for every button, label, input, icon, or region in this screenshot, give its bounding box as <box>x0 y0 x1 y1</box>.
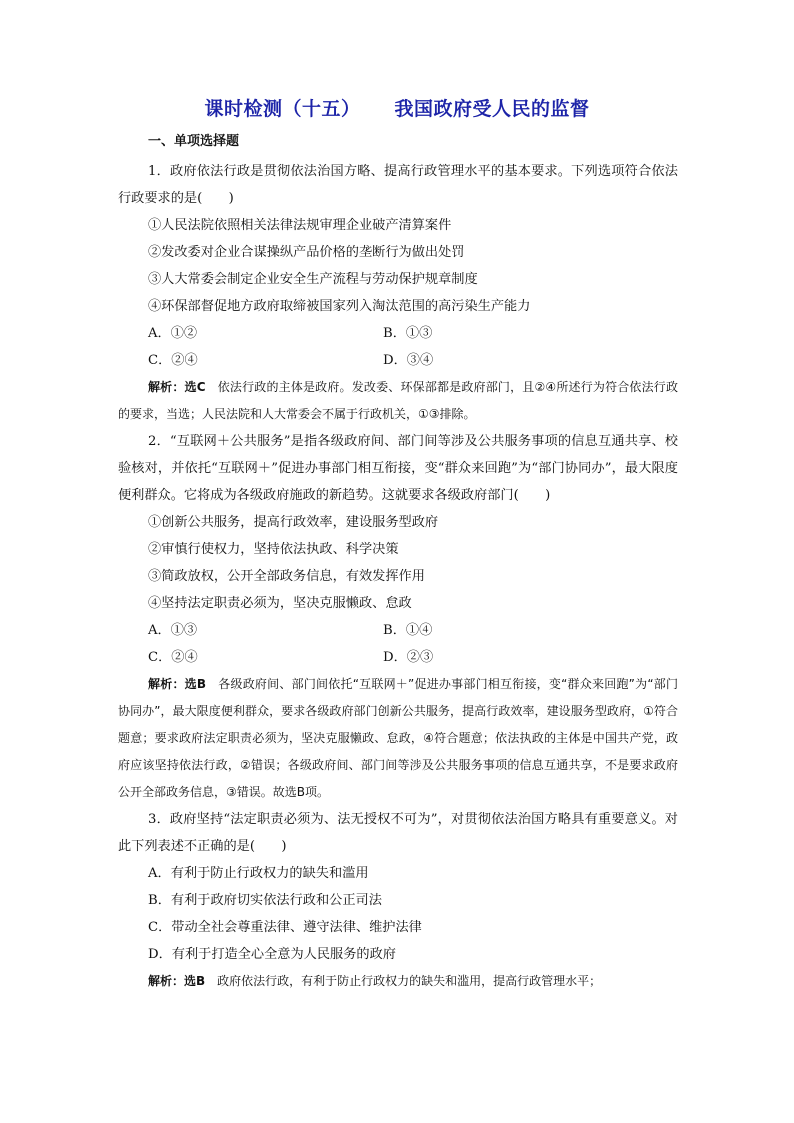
question-3-choice-b: B．有利于政府切实依法行政和公正司法 <box>148 893 382 908</box>
section-heading: 一、单项选择题 <box>148 134 240 149</box>
analysis-label: 解析： <box>148 380 185 394</box>
document-body <box>118 132 678 995</box>
analysis-text: 各级政府间、部门间依托“互联网＋”促进办事部门相互衔接，变“群众来回跑”为“部门协同办”，最大限度便利群众，要求各级政府部门创新公共服务，提高行政效率，建设服务型政府，①符合题意；要求政府法定职责必须为，坚决克服懒政、怠政，④符合题意；依法执政的主体是中国共产党，政府应该坚持依法行政，②错误；各级政府间、部门间等涉及公共服务事项的信息互通共享，不是要求政府公开全部政务信息，③错误。故选B项。 <box>118 677 678 799</box>
question-1-stem: 1．政府依法行政是贯彻依法治国方略、提高行政管理水平的基本要求。下列选项符合依法行政要求的是( ) <box>118 164 678 206</box>
question-1-choice-d: D．③④ <box>383 353 434 368</box>
question-1-choice-c: C．②④ <box>148 353 198 368</box>
question-1-item-1: ①人民法院依照相关法律法规审理企业破产清算案件 <box>148 218 452 233</box>
question-2-item-2: ②审慎行使权力，坚持依法执政、科学决策 <box>148 542 399 557</box>
question-2-stem: 2．“互联网＋公共服务”是指各级政府间、部门间等涉及公共服务事项的信息互通共享、校验核对，并依托“互联网＋”促进办事部门相互衔接，变“群众来回跑”为“部门协同办”，最大限度便利群众。它将成为各级政府施政的新趋势。这就要求各级政府部门( ) <box>118 434 678 503</box>
question-2-choices-row-1 <box>148 617 678 644</box>
question-2-item-4: ④坚持法定职责必须为，坚决克服懒政、怠政 <box>148 596 412 611</box>
question-2-choices-row-2 <box>148 644 678 671</box>
question-3-choice-d: D．有利于打造全心全意为人民服务的政府 <box>148 947 396 962</box>
title-part-2: 我国政府受人民的监督 <box>394 98 590 120</box>
question-1-choices-row-1 <box>148 320 678 347</box>
question-2-analysis <box>118 671 678 806</box>
analysis-label: 解析： <box>148 677 185 691</box>
question-2-choice-b: B．①④ <box>383 623 433 638</box>
question-2-item-1: ①创新公共服务，提高行政效率，建设服务型政府 <box>148 515 439 530</box>
analysis-label: 解析： <box>148 974 185 988</box>
analysis-text: 依法行政的主体是政府。发改委、环保部都是政府部门，且②④所述行为符合依法行政的要求，当选；人民法院和人大常委会不属于行政机关，①③排除。 <box>118 380 678 421</box>
page-title <box>0 94 794 124</box>
analysis-text: 政府依法行政，有利于防止行政权力的缺失和滥用，提高行政管理水平； <box>217 974 602 988</box>
question-3-choice-c: C．带动全社会尊重法律、遵守法律、维护法律 <box>148 920 422 935</box>
analysis-answer: 选C <box>184 380 206 394</box>
question-3-choice-a: A．有利于防止行政权力的缺失和滥用 <box>148 866 369 881</box>
question-1-choices-row-2 <box>148 347 678 374</box>
question-1-item-3: ③人大常委会制定企业安全生产流程与劳动保护规章制度 <box>148 272 478 287</box>
analysis-answer: 选B <box>184 677 207 691</box>
question-1-choice-a: A．①② <box>148 326 198 341</box>
question-2-choice-a: A．①③ <box>148 623 198 638</box>
question-3-analysis <box>118 968 678 995</box>
question-3-stem: 3．政府坚持“法定职责必须为、法无授权不可为”，对贯彻依法治国方略具有重要意义。对此下列表述不正确的是( ) <box>118 812 678 854</box>
question-1-choice-b: B．①③ <box>383 326 433 341</box>
title-part-1: 课时检测（十五） <box>204 98 361 120</box>
question-2-item-3: ③简政放权，公开全部政务信息，有效发挥作用 <box>148 569 425 584</box>
question-2-choice-d: D．②③ <box>383 650 434 665</box>
question-1-item-2: ②发改委对企业合谋操纵产品价格的垄断行为做出处罚 <box>148 245 465 260</box>
analysis-answer: 选B <box>184 974 206 988</box>
question-1-item-4: ④环保部督促地方政府取缔被国家列入淘汰范围的高污染生产能力 <box>148 299 531 314</box>
question-2-choice-c: C．②④ <box>148 650 198 665</box>
question-1-analysis <box>118 374 678 428</box>
